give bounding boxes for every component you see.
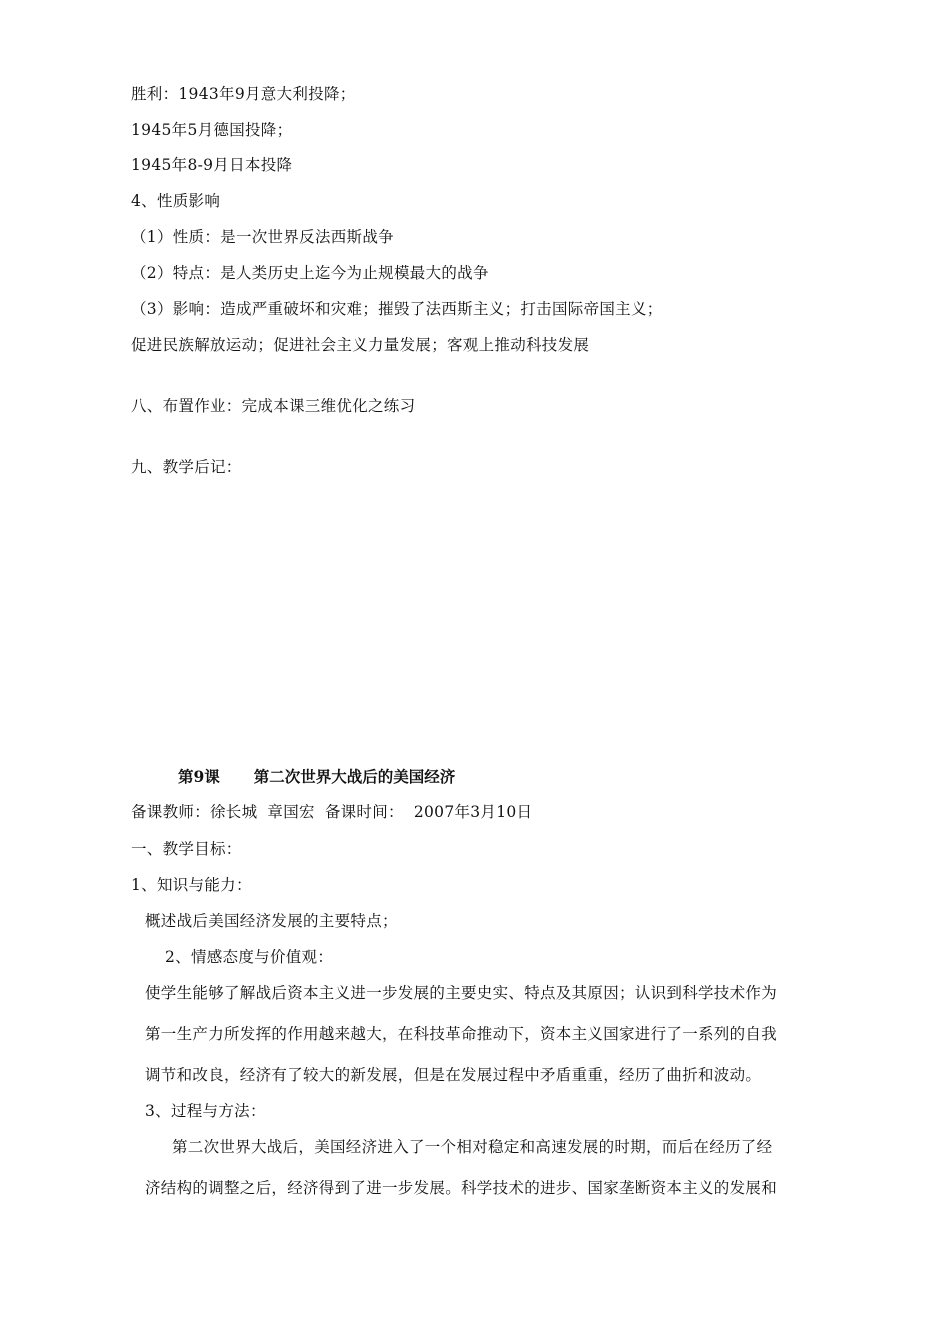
victory-italy-line: 胜利：1943年9月意大利投降； (131, 85, 356, 103)
knowledge-ability-text: 概述战后美国经济发展的主要特点； (145, 912, 398, 930)
lesson-title (178, 767, 455, 787)
lesson-number: 第9课 (178, 767, 220, 786)
emotion-values-text-1: 使学生能够了解战后资本主义进一步发展的主要史实、特点及其原因；认识到科学技术作为 (145, 984, 778, 1002)
post-teaching-notes-line: 九、教学后记： (131, 458, 242, 476)
prep-date: 2007年3月10日 (413, 803, 533, 821)
teacher-label: 备课教师：徐长城 (131, 803, 258, 821)
teacher-second: 章国宏 (267, 803, 315, 821)
process-method-text-2: 济结构的调整之后，经济得到了进一步发展。科学技术的进步、国家垄断资本主义的发展和 (145, 1179, 778, 1197)
emotion-values-text-2: 第一生产力所发挥的作用越来越大，在科技革命推动下，资本主义国家进行了一系列的自我 (145, 1025, 778, 1043)
lesson-title-text: 第二次世界大战后的美国经济 (253, 767, 456, 786)
prep-time-label: 备课时间： (324, 803, 404, 821)
nature-item-3-continued: 促进民族解放运动；促进社会主义力量发展；客观上推动科技发展 (131, 336, 590, 354)
teaching-goals-heading: 一、教学目标： (131, 840, 242, 858)
nature-item-2: （2）特点：是人类历史上迄今为止规模最大的战争 (131, 264, 489, 282)
emotion-values-text-3: 调节和改良，经济有了较大的新发展，但是在发展过程中矛盾重重，经历了曲折和波动。 (145, 1066, 762, 1084)
homework-line: 八、布置作业：完成本课三维优化之练习 (131, 397, 416, 415)
emotion-values-heading: 2、情感态度与价值观： (165, 948, 334, 966)
victory-japan-line: 1945年8-9月日本投降 (131, 156, 293, 174)
preparation-info-line (131, 802, 532, 822)
nature-item-3: （3）影响：造成严重破坏和灾难；摧毁了法西斯主义；打击国际帝国主义； (131, 300, 663, 318)
nature-item-1: （1）性质：是一次世界反法西斯战争 (131, 228, 394, 246)
knowledge-ability-heading: 1、知识与能力： (131, 876, 252, 894)
process-method-heading: 3、过程与方法： (145, 1102, 266, 1120)
section-heading-nature: 4、性质影响 (131, 192, 221, 210)
victory-germany-line: 1945年5月德国投降； (131, 121, 293, 139)
process-method-text-1: 第二次世界大战后，美国经济进入了一个相对稳定和高速发展的时期，而后在经历了经 (172, 1138, 773, 1156)
